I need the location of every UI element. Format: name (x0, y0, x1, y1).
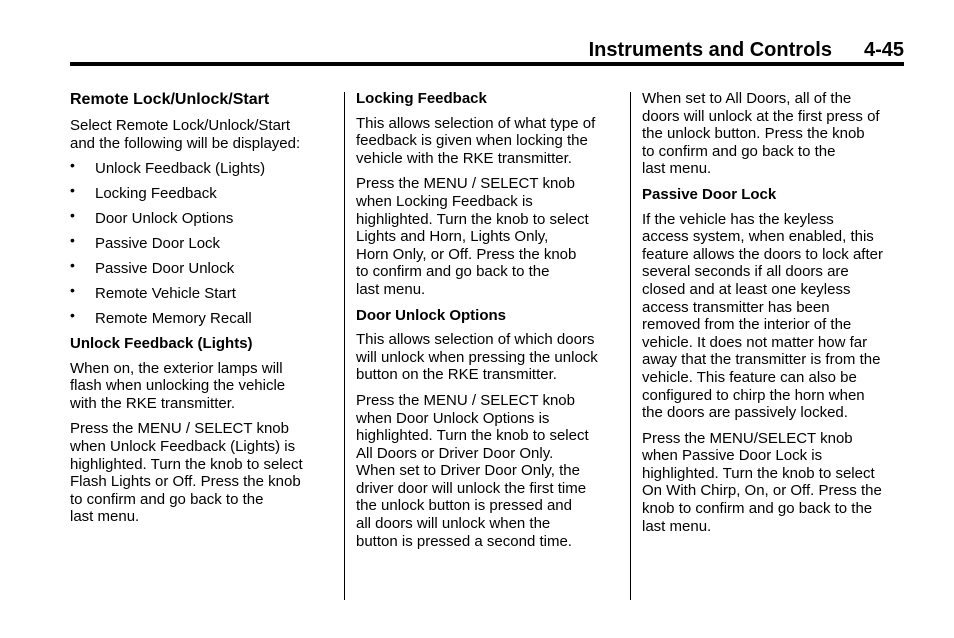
bullet-icon: • (70, 207, 75, 224)
bullet-icon: • (70, 307, 75, 324)
section-title: Instruments and Controls (588, 39, 832, 61)
subsection-heading: Passive Door Lock (642, 185, 777, 203)
list-item: • Locking Feedback (70, 182, 217, 203)
paragraph: This allows selection of which doors will unlock when pressing the unlock button on the RKE transmitter. (356, 331, 598, 384)
paragraph: If the vehicle has the keyless access system, when enabled, this feature allows the doors to lock after several seconds if all doors are closed and at least one keyless access transmitter has been removed from the interior of the vehicle. It does not matter how far away that the transmitter is from the vehicle. This feature can also be configured to chirp the horn when the doors are passively locked. (642, 210, 883, 422)
page-header (70, 38, 904, 62)
intro-paragraph: Select Remote Lock/Unlock/Start and the following will be displayed: (70, 117, 301, 152)
column-3 (642, 90, 906, 543)
list-item: • Passive Door Lock (70, 232, 221, 253)
bullet-icon: • (70, 257, 75, 274)
header-rule (70, 62, 904, 66)
subsection-heading: Door Unlock Options (356, 306, 506, 324)
list-item: • Passive Door Unlock (70, 257, 235, 278)
column-1 (70, 90, 332, 534)
column-2 (356, 90, 624, 558)
section-heading: Remote Lock/Unlock/Start (70, 91, 270, 108)
bullet-icon: • (70, 157, 75, 174)
column-divider (630, 92, 631, 600)
bullet-icon: • (70, 232, 75, 249)
paragraph: Press the MENU / SELECT knob when Door Unlock Options is highlighted. Turn the knob to select All Doors or Driver Door Only. When set to Driver Door Only, the driver door will unlock the first time the unlock button is pressed and all doors will unlock when the button is pressed a second time. (356, 391, 589, 550)
list-item: • Remote Vehicle Start (70, 282, 236, 303)
column-divider (344, 92, 345, 600)
list-item: • Remote Memory Recall (70, 307, 252, 328)
paragraph: Press the MENU / SELECT knob when Unlock Feedback (Lights) is highlighted. Turn the knob to select Flash Lights or Off. Press the knob to confirm and go back to the last menu. (70, 420, 303, 526)
bullet-icon: • (70, 182, 75, 199)
paragraph: Press the MENU/SELECT knob when Passive Door Lock is highlighted. Turn the knob to select On With Chirp, On, or Off. Press the knob to confirm and go back to the last menu. (642, 429, 882, 535)
list-item: • Unlock Feedback (Lights) (70, 157, 266, 178)
list-item: • Door Unlock Options (70, 207, 234, 228)
subsection-heading: Locking Feedback (356, 90, 487, 107)
page-number: 4-45 (863, 39, 904, 61)
menu-options-list (70, 157, 332, 328)
paragraph: When set to All Doors, all of the doors will unlock at the first press of the unlock button. Press the knob to confirm and go back to the last menu. (642, 90, 880, 178)
subsection-heading: Unlock Feedback (Lights) (70, 335, 253, 353)
paragraph: Press the MENU / SELECT knob when Locking Feedback is highlighted. Turn the knob to select Lights and Horn, Lights Only, Horn Only, or Off. Press the knob to confirm and go back to the last menu. (356, 175, 589, 298)
paragraph: This allows selection of what type of feedback is given when locking the vehicle with the RKE transmitter. (356, 114, 596, 167)
paragraph: When on, the exterior lamps will flash when unlocking the vehicle with the RKE transmitter. (70, 359, 286, 412)
bullet-icon: • (70, 282, 75, 299)
